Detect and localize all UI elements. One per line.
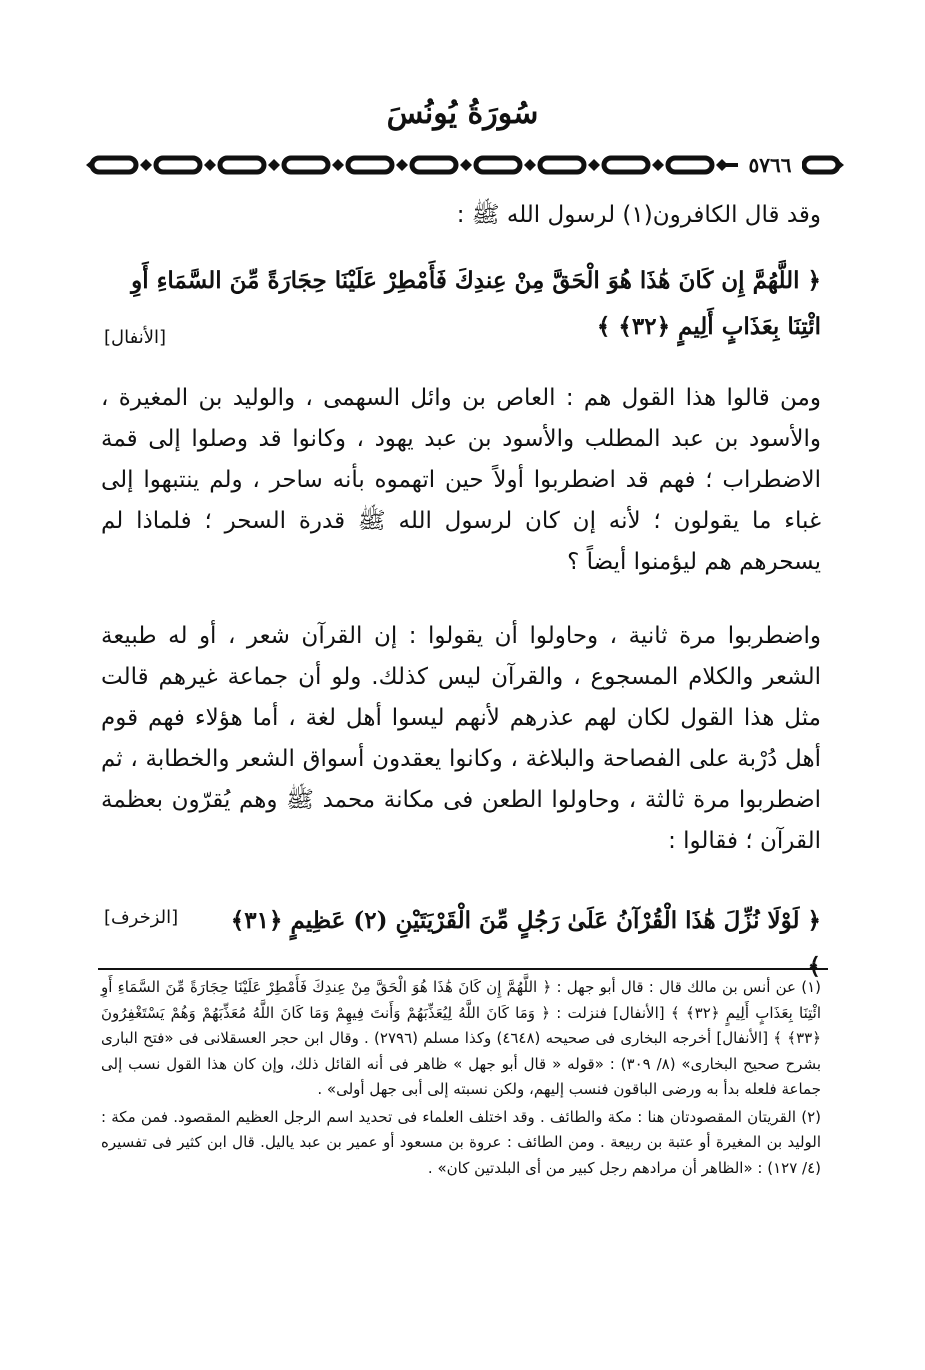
intro-line: وقد قال الكافرون(١) لرسول الله ﷺ :	[456, 202, 821, 228]
footnote-2: (٢) القريتان المقصودتان هنا : مكة والطائف . وقد اختلف العلماء فى تحديد اسم الرجل العظيم المقصود. فمن مكة : الوليد بن المغيرة أو عتبة بن ربيعة . ومن الطائف : عروة بن مسعود أو عمير بن عبد ياليل. قال ابن كثير فى تفسيره (٤/ ١٢٧) : «الظاهر أن مرادهم رجل كبير من أى البلدتين كان» .	[101, 1107, 821, 1177]
footnotes	[101, 975, 821, 1183]
footnote-divider	[98, 968, 828, 970]
paragraph-2-text: واضطربوا مرة ثانية ، وحاولوا أن يقولوا : إن القرآن شعر ، أو له طبيعة الشعر والكلام المسجوع ، والقرآن ليس كذلك. ولو أن جماعة غيرهم قالت مثل هذا القول لكان لهم عذرهم لأنهم ليسوا أهل لغة ، أما هؤلاء فهم قوم أهل دُرْبة على الفصاحة والبلاغة ، وكانوا يعقدون أسواق الشعر والخطابة ، ثم اضطربوا مرة ثالثة ، وحاولوا الطعن فى مكانة محمد ﷺ وهم يُقرّون بعظمة القرآن ؛ فقالوا :	[101, 623, 821, 854]
page-number: ٥٧٦٦	[738, 150, 802, 180]
surah-title: سُورَةُ يُونُسَ	[386, 96, 539, 131]
footnote-1: (١) عن أنس بن مالك قال : قال أبو جهل : ﴿ اللَّهُمَّ إِن كَانَ هَٰذَا هُوَ الْحَقَّ مِنْ عِندِكَ فَأَمْطِرْ عَلَيْنَا حِجَارَةً مِّنَ السَّمَاءِ أَوِ ائْتِنَا بِعَذَابٍ أَلِيمٍ ﴿٣٢﴾ ﴾ [الأنفال] فنزلت : ﴿ وَمَا كَانَ اللَّهُ لِيُعَذِّبَهُمْ وَأَنتَ فِيهِمْ وَمَا كَانَ اللَّهُ مُعَذِّبَهُمْ وَهُمْ يَسْتَغْفِرُونَ ﴿٣٣﴾ ﴾ [الأنفال] أخرجه البخارى فى صحيحه (٤٦٤٨) وكذا مسلم (٢٧٩٦) . وقال ابن حجر العسقلانى فى «فتح البارى بشرح صحيح البخارى» (٨/ ٣٠٩) : «قوله « قال أبو جهل » ظاهر فى أنه القائل ذلك، وإن كان هذا القول نسب إلى جماعة فلعله بدأ به ورضى الباقون فنسب إليهم، ولكن نسبته إلى أبى جهل أولى» .	[101, 978, 822, 1098]
paragraph-2	[101, 616, 821, 862]
quran-verse-anfal-32: ﴿ اللَّهُمَّ إِن كَانَ هَٰذَا هُوَ الْحَقَّ مِنْ عِندِكَ فَأَمْطِرْ عَلَيْنَا حِجَارَةً مِّنَ السَّمَاءِ أَوِ ائْتِنَا بِعَذَابٍ أَلِيمٍ ﴿٣٢﴾ ﴾	[131, 267, 821, 340]
verse-reference-anfal: [الأنفال]	[104, 327, 166, 348]
paragraph-1-text: ومن قالوا هذا القول هم : العاص بن وائل السهمى ، والوليد بن المغيرة ، والأسود بن عبد المطلب والأسود بن عبد يهود ، وكانوا قد وصلوا إلى قمة الاضطراب ؛ فهم قد اضطربوا أولاً حين اتهموه بأنه ساحر ، ولم ينتبهوا إلى غباء ما يقولون ؛ لأنه إن كان لرسول الله ﷺ قدرة السحر ؛ فلماذا لم يسحرهم هم ليؤمنوا أيضاً ؟	[101, 385, 821, 575]
paragraph-1	[101, 378, 821, 583]
header-ornament	[86, 150, 844, 180]
verse-reference-zukhruf: [الزخرف]	[104, 907, 179, 928]
chain-ornament-icon	[86, 150, 844, 180]
quran-verse-zukhruf-31: ﴿ لَوْلَا نُزِّلَ هَٰذَا الْقُرْآنُ عَلَىٰ رَجُلٍ مِّنَ الْقَرْيَتَيْنِ (٢) عَظِيمٍ ﴿٣١﴾ ﴾	[230, 907, 821, 980]
